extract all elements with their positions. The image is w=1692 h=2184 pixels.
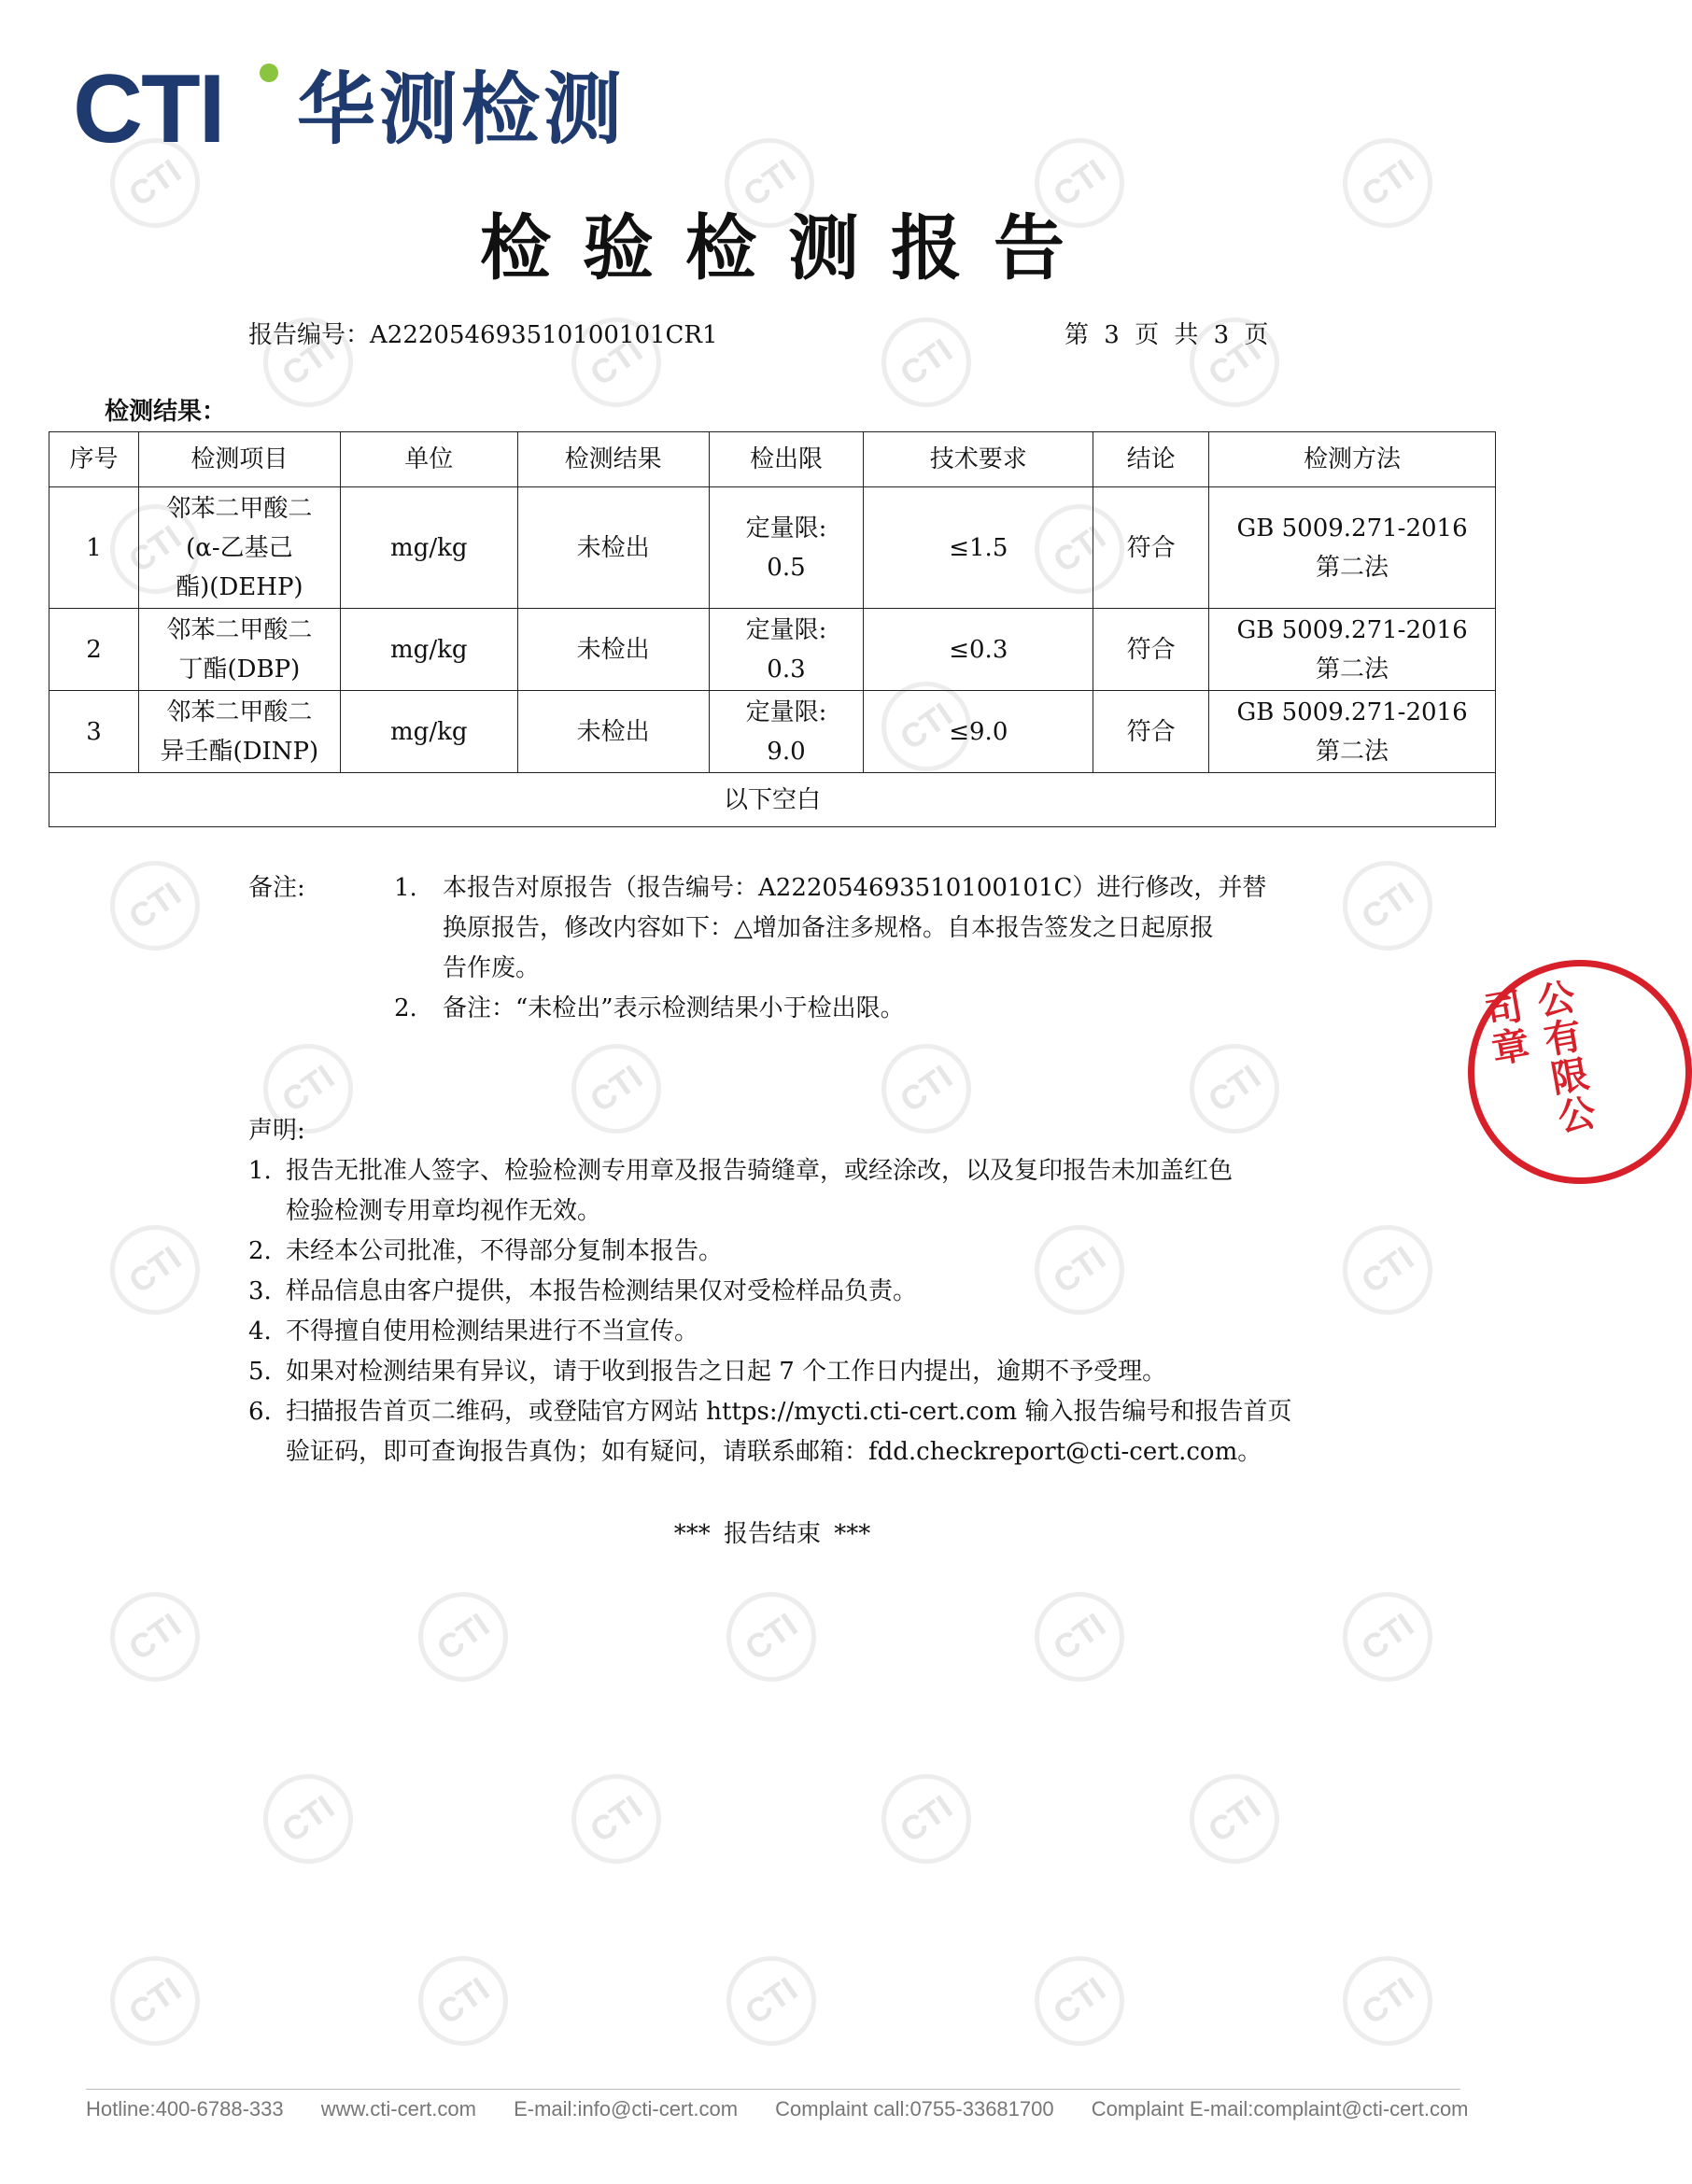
table-row: [49, 487, 1496, 609]
cell-requirement: ≤9.0: [864, 691, 1093, 773]
report-title: 检验检测报告: [480, 206, 1096, 289]
remark-item: [394, 868, 1290, 989]
watermark-logo: CTI: [864, 1756, 989, 1881]
remark-item: [394, 989, 1290, 1029]
declaration-number: 4.: [248, 1317, 272, 1346]
watermark-logo: CTI: [1325, 1207, 1450, 1332]
declaration-number: 6.: [248, 1398, 272, 1426]
cell-item-line: 邻苯二甲酸二: [166, 615, 313, 644]
watermark-logo: CTI: [1325, 1574, 1450, 1699]
cell-result: 未检出: [517, 487, 709, 609]
report-end-marker: *** 报告结束 ***: [673, 1520, 871, 1548]
cell-method-line: 第二法: [1316, 655, 1389, 683]
remark-number: 1.: [394, 874, 417, 902]
declaration-number: 2.: [248, 1237, 272, 1265]
footer-email: E-mail:info@cti-cert.com: [514, 2097, 739, 2121]
cell-requirement: ≤0.3: [864, 609, 1093, 691]
blank-row: [49, 773, 1496, 827]
table-header-row: [49, 432, 1496, 487]
watermark-logo: CTI: [1172, 1026, 1297, 1151]
cell-limit: [709, 691, 864, 773]
cell-method-line: GB 5009.271-2016: [1236, 697, 1468, 726]
company-seal-stamp: [1468, 960, 1692, 1184]
remark-line: 告作废。: [443, 954, 541, 982]
cell-item: [138, 691, 340, 773]
cell-limit-line: 0.5: [767, 553, 806, 582]
cell-item: [138, 487, 340, 609]
footer-website: www.cti-cert.com: [320, 2097, 476, 2121]
watermark-logo: CTI: [92, 843, 218, 968]
watermark-logo: CTI: [554, 1026, 679, 1151]
column-header: 检测结果: [517, 432, 709, 487]
seal-text: 公有限公司章: [1475, 976, 1599, 1139]
page-number: 第 3 页 共 3 页: [1065, 321, 1269, 349]
watermark-logo: CTI: [554, 1756, 679, 1881]
watermark-logo: CTI: [1325, 1938, 1450, 2064]
cell-limit: [709, 609, 864, 691]
column-header: 检测项目: [138, 432, 340, 487]
cell-limit-line: 9.0: [767, 737, 806, 766]
declaration-line: 扫描报告首页二维码，或登陆官方网站 https://mycti.cti-cert.com 输入报告编号和报告首页: [286, 1398, 1292, 1426]
cell-result: 未检出: [517, 691, 709, 773]
cell-item-line: (α-乙基己: [186, 533, 293, 562]
cell-conclusion: 符合: [1093, 609, 1209, 691]
declaration-item: [248, 1312, 1369, 1352]
cell-result: 未检出: [517, 609, 709, 691]
remark-line: 备注：“未检出”表示检测结果小于检出限。: [443, 994, 905, 1022]
watermark-logo: CTI: [92, 120, 218, 246]
cell-limit-line: 定量限:: [745, 514, 827, 542]
column-header: 单位: [340, 432, 517, 487]
watermark-logo: CTI: [864, 1026, 989, 1151]
cell-limit: [709, 487, 864, 609]
table-row: [49, 691, 1496, 773]
watermark-logo: CTI: [92, 1574, 218, 1699]
cell-item-line: 丁酯(DBP): [178, 655, 301, 683]
cell-method: [1209, 487, 1496, 609]
declaration-item: [248, 1272, 1369, 1312]
cell-method: [1209, 691, 1496, 773]
column-header: 结论: [1093, 432, 1209, 487]
remark-line: 本报告对原报告（报告编号：A222054693510100101C）进行修改，并替: [443, 874, 1267, 902]
cell-method: [1209, 609, 1496, 691]
cell-no: 3: [49, 691, 139, 773]
footer: [86, 2097, 1468, 2121]
column-header: 检出限: [709, 432, 864, 487]
watermark-logo: CTI: [92, 1207, 218, 1332]
declaration-line: 报告无批准人签字、检验检测专用章及报告骑缝章，或经涂改，以及复印报告未加盖红色: [286, 1157, 1234, 1185]
cell-no: 1: [49, 487, 139, 609]
report-number: 报告编号：A222054693510100101CR1: [248, 321, 718, 349]
cell-method-line: 第二法: [1316, 553, 1389, 582]
remark-number: 2.: [394, 994, 417, 1022]
declaration-line: 验证码，即可查询报告真伪；如有疑问，请联系邮箱：fdd.checkreport@cti-cert.com。: [286, 1438, 1262, 1466]
cell-no: 2: [49, 609, 139, 691]
remark-line: 换原报告，修改内容如下：△增加备注多规格。自本报告签发之日起原报: [443, 914, 1214, 942]
watermark-logo: CTI: [709, 1574, 834, 1699]
watermark-logo: CTI: [554, 300, 679, 425]
logo-mark: CTI: [73, 55, 224, 163]
declaration-item: [248, 1352, 1369, 1392]
column-header: 序号: [49, 432, 139, 487]
declaration-line: 不得擅自使用检测结果进行不当宣传。: [286, 1317, 699, 1346]
declaration-title: 声明:: [248, 1117, 305, 1145]
blank-note: 以下空白: [49, 773, 1496, 827]
watermark-logo: CTI: [1325, 120, 1450, 246]
footer-hotline: Hotline:400-6788-333: [86, 2097, 284, 2121]
watermark-logo: CTI: [401, 1574, 526, 1699]
declaration-number: 5.: [248, 1358, 272, 1386]
cell-unit: mg/kg: [340, 691, 517, 773]
cell-limit-line: 0.3: [767, 655, 806, 683]
watermark-logo: CTI: [401, 1938, 526, 2064]
watermark-logo: CTI: [1325, 843, 1450, 968]
cell-unit: mg/kg: [340, 609, 517, 691]
cell-limit-line: 定量限:: [745, 697, 827, 726]
watermark-logo: CTI: [1017, 486, 1142, 612]
cell-unit: mg/kg: [340, 487, 517, 609]
cell-item-line: 酯)(DEHP): [176, 572, 303, 601]
watermark-logo: CTI: [1017, 1207, 1142, 1332]
declaration-line: 检验检测专用章均视作无效。: [286, 1197, 602, 1225]
footer-complaint-call: Complaint call:0755-33681700: [775, 2097, 1054, 2121]
footer-complaint-email: Complaint E-mail:complaint@cti-cert.com: [1091, 2097, 1469, 2121]
cell-conclusion: 符合: [1093, 691, 1209, 773]
watermark-logo: CTI: [1017, 1938, 1142, 2064]
results-section-title: 检测结果：: [105, 398, 227, 426]
cell-item: [138, 609, 340, 691]
column-header: 检测方法: [1209, 432, 1496, 487]
watermark-logo: CTI: [246, 1026, 371, 1151]
cell-method-line: 第二法: [1316, 737, 1389, 766]
declaration-number: 1.: [248, 1157, 272, 1185]
logo-dot-icon: [260, 63, 278, 82]
watermark-logo: CTI: [864, 664, 989, 789]
declaration-section: [248, 1111, 1369, 1472]
declaration-number: 3.: [248, 1277, 272, 1305]
column-header: 技术要求: [864, 432, 1093, 487]
watermark-logo: CTI: [864, 300, 989, 425]
cell-item-line: 邻苯二甲酸二: [166, 494, 313, 523]
watermark-logo: CTI: [709, 1938, 834, 2064]
declaration-item: [248, 1232, 1369, 1272]
logo-company-name: 华测检测: [297, 63, 627, 155]
declaration-line: 未经本公司批准，不得部分复制本报告。: [286, 1237, 724, 1265]
watermark-logo: CTI: [1017, 1574, 1142, 1699]
declaration-line: 如果对检测结果有异议，请于收到报告之日起 7 个工作日内提出，逾期不予受理。: [286, 1358, 1167, 1386]
cell-requirement: ≤1.5: [864, 487, 1093, 609]
table-row: [49, 609, 1496, 691]
footer-divider: [86, 2089, 1460, 2090]
watermark-logo: CTI: [92, 486, 218, 612]
watermark-logo: CTI: [1017, 120, 1142, 246]
cell-method-line: GB 5009.271-2016: [1236, 615, 1468, 644]
watermark-logo: CTI: [246, 1756, 371, 1881]
cell-item-line: 异壬酯(DINP): [160, 737, 319, 766]
cell-limit-line: 定量限:: [745, 615, 827, 644]
watermark-logo: CTI: [92, 1938, 218, 2064]
watermark-logo: CTI: [1172, 1756, 1297, 1881]
declaration-line: 样品信息由客户提供，本报告检测结果仅对受检样品负责。: [286, 1277, 918, 1305]
remarks-label: 备注:: [248, 874, 305, 902]
cell-method-line: GB 5009.271-2016: [1236, 514, 1468, 542]
declaration-item: [248, 1392, 1369, 1472]
watermark-logo: CTI: [1172, 300, 1297, 425]
watermark-logo: CTI: [707, 120, 832, 246]
declaration-item: [248, 1151, 1369, 1232]
watermark-logo: CTI: [246, 300, 371, 425]
cell-item-line: 邻苯二甲酸二: [166, 697, 313, 726]
results-table: [49, 431, 1496, 827]
cell-conclusion: 符合: [1093, 487, 1209, 609]
